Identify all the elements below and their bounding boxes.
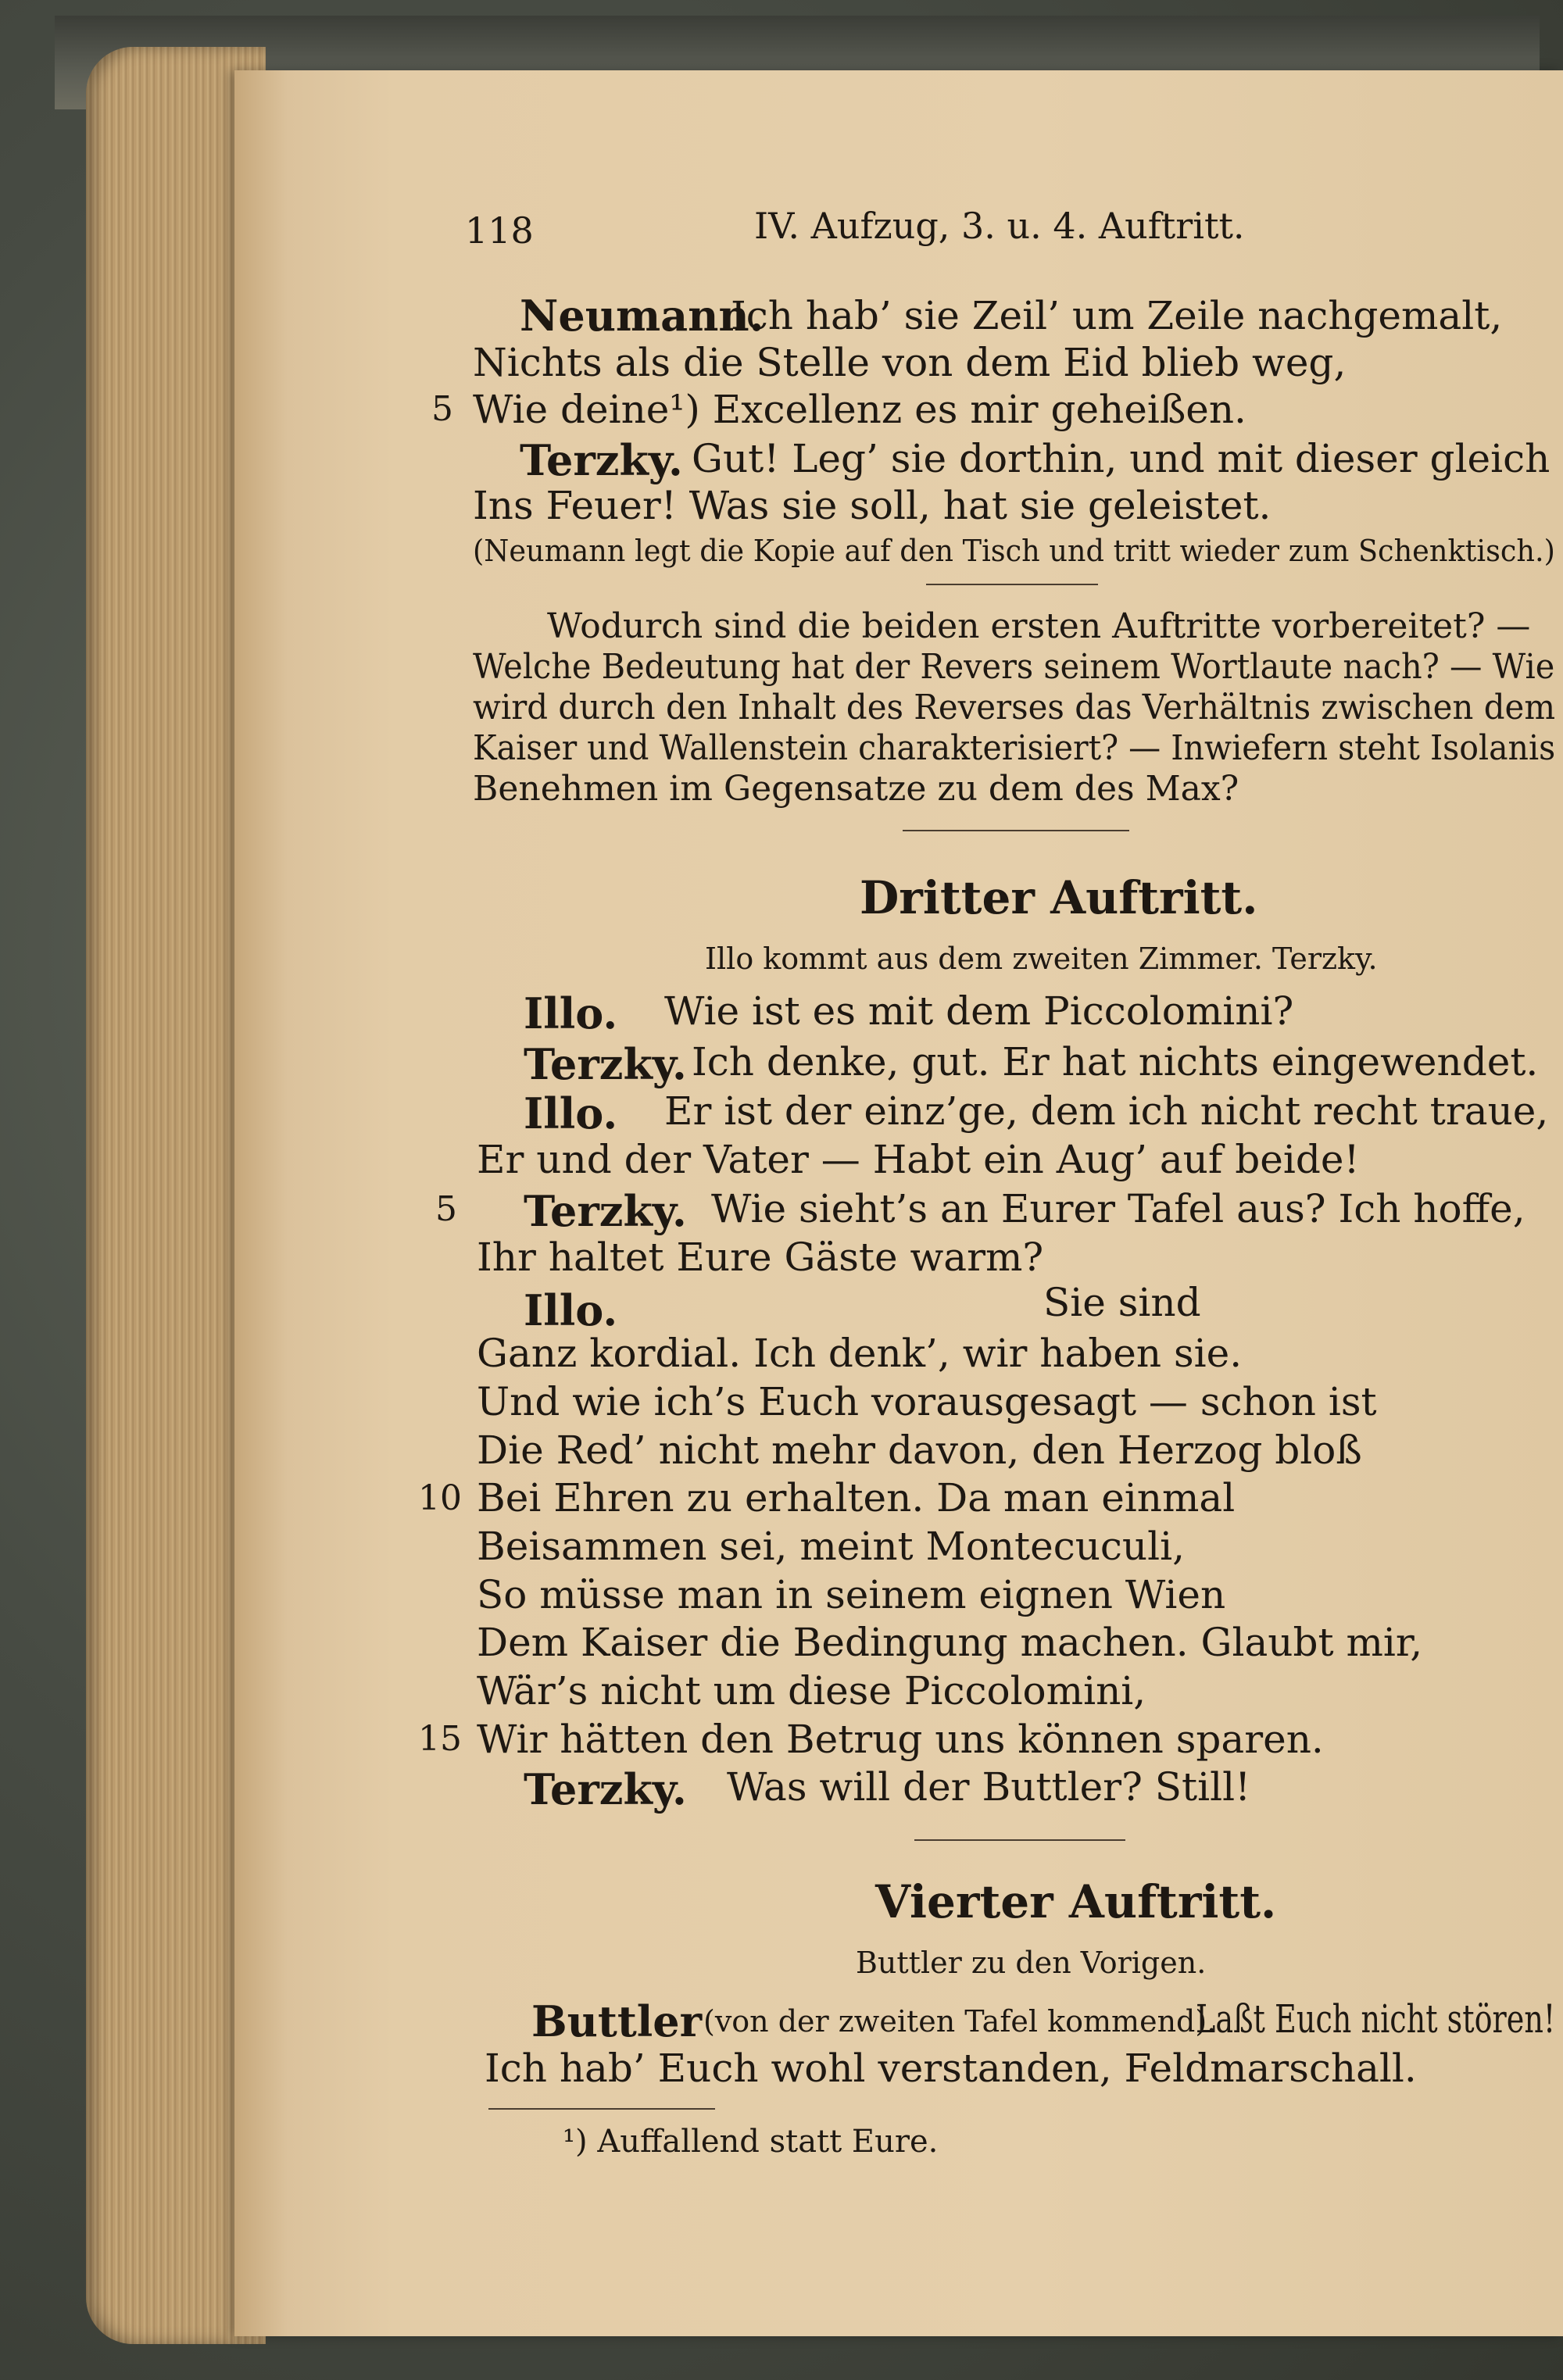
speaker-illo: Illo. xyxy=(524,1088,618,1138)
line-number: 10 xyxy=(418,1478,462,1518)
verse-line: Ganz kordial. Ich denk’, wir haben sie. xyxy=(477,1331,1243,1376)
speaker-terzky: Terzky. xyxy=(524,1186,687,1236)
divider xyxy=(914,1839,1125,1841)
verse-line: Bei Ehren zu erhalten. Da man einmal xyxy=(477,1475,1236,1521)
verse-line: Und wie ich’s Euch vorausgesagt — schon ist xyxy=(477,1379,1377,1424)
divider xyxy=(903,830,1129,831)
scene-subheading: Illo kommt aus dem zweiten Zimmer. Terzky. xyxy=(705,942,1378,976)
footnote-rule xyxy=(488,2108,715,2110)
verse-line: Beisammen sei, meint Montecuculi, xyxy=(477,1524,1185,1569)
verse-line: So müsse man in seinem eignen Wien xyxy=(477,1572,1226,1617)
verse-line: Laßt Euch nicht stören! xyxy=(1196,1996,1556,2042)
verse-line: Wie ist es mit dem Piccolomini? xyxy=(664,988,1294,1034)
stage-direction: (von der zweiten Tafel kommend). xyxy=(703,2004,1217,2039)
line-number: 15 xyxy=(418,1719,462,1759)
footnote: ¹) Auffallend statt Eure. xyxy=(563,2124,939,2160)
speaker-neumann: Neumann. xyxy=(520,291,764,341)
scene-heading: Vierter Auftritt. xyxy=(875,1875,1277,1928)
verse-line: Was will der Buttler? Still! xyxy=(727,1764,1251,1810)
verse-line: Ich hab’ Euch wohl verstanden, Feldmarschall. xyxy=(485,2046,1417,2091)
verse-line: Nichts als die Stelle von dem Eid blieb weg, xyxy=(473,340,1347,385)
verse-line: Gut! Leg’ sie dorthin, und mit dieser gleich xyxy=(692,436,1550,481)
speaker-illo: Illo. xyxy=(524,988,618,1038)
line-number: 5 xyxy=(435,1189,457,1229)
verse-line: Dem Kaiser die Bedingung machen. Glaubt mir, xyxy=(477,1620,1423,1665)
question-line: Kaiser und Wallenstein charakterisiert? — Inwiefern steht Isolanis xyxy=(473,728,1556,768)
verse-line: Ins Feuer! Was sie soll, hat sie geleistet. xyxy=(473,483,1272,528)
verse-line: Ihr haltet Eure Gäste warm? xyxy=(477,1235,1044,1280)
verse-line: Wie deine¹) Excellenz es mir geheißen. xyxy=(473,387,1246,432)
verse-line: Er und der Vater — Habt ein Aug’ auf beide! xyxy=(477,1137,1360,1182)
question-line: Wodurch sind die beiden ersten Auftritte vorbereitet? — xyxy=(547,606,1531,646)
question-line: wird durch den Inhalt des Reverses das Verhältnis zwischen dem xyxy=(473,688,1556,727)
scene-subheading: Buttler zu den Vorigen. xyxy=(856,1946,1207,1980)
speaker-terzky: Terzky. xyxy=(524,1039,687,1089)
page-number: 118 xyxy=(465,209,534,252)
verse-line: Ich hab’ sie Zeil’ um Zeile nachgemalt, xyxy=(731,293,1503,338)
verse-line: Die Red’ nicht mehr davon, den Herzog bloß xyxy=(477,1428,1362,1473)
question-line: Benehmen im Gegensatze zu dem des Max? xyxy=(473,769,1239,809)
speaker-terzky: Terzky. xyxy=(520,435,683,485)
divider xyxy=(926,584,1098,585)
speaker-terzky: Terzky. xyxy=(524,1764,687,1814)
running-title: IV. Aufzug, 3. u. 4. Auftritt. xyxy=(754,205,1245,247)
speaker-buttler: Buttler xyxy=(531,1996,703,2046)
verse-line: Sie sind xyxy=(1043,1280,1201,1325)
question-line: Welche Bedeutung hat der Revers seinem Wortlaute nach? — Wie xyxy=(473,647,1555,687)
verse-line: Er ist der einz’ge, dem ich nicht recht traue, xyxy=(664,1088,1549,1134)
verse-line: Wie sieht’s an Eurer Tafel aus? Ich hoffe, xyxy=(711,1186,1525,1231)
speaker-illo: Illo. xyxy=(524,1285,618,1335)
stage-direction: (Neumann legt die Kopie auf den Tisch und tritt wieder zum Schenktisch.) xyxy=(473,534,1555,568)
line-number: 5 xyxy=(431,389,453,429)
verse-line: Wir hätten den Betrug uns können sparen. xyxy=(477,1717,1324,1762)
verse-line: Wär’s nicht um diese Piccolomini, xyxy=(477,1668,1146,1714)
scene-heading: Dritter Auftritt. xyxy=(860,871,1258,924)
verse-line: Ich denke, gut. Er hat nichts eingewendet. xyxy=(692,1039,1539,1085)
